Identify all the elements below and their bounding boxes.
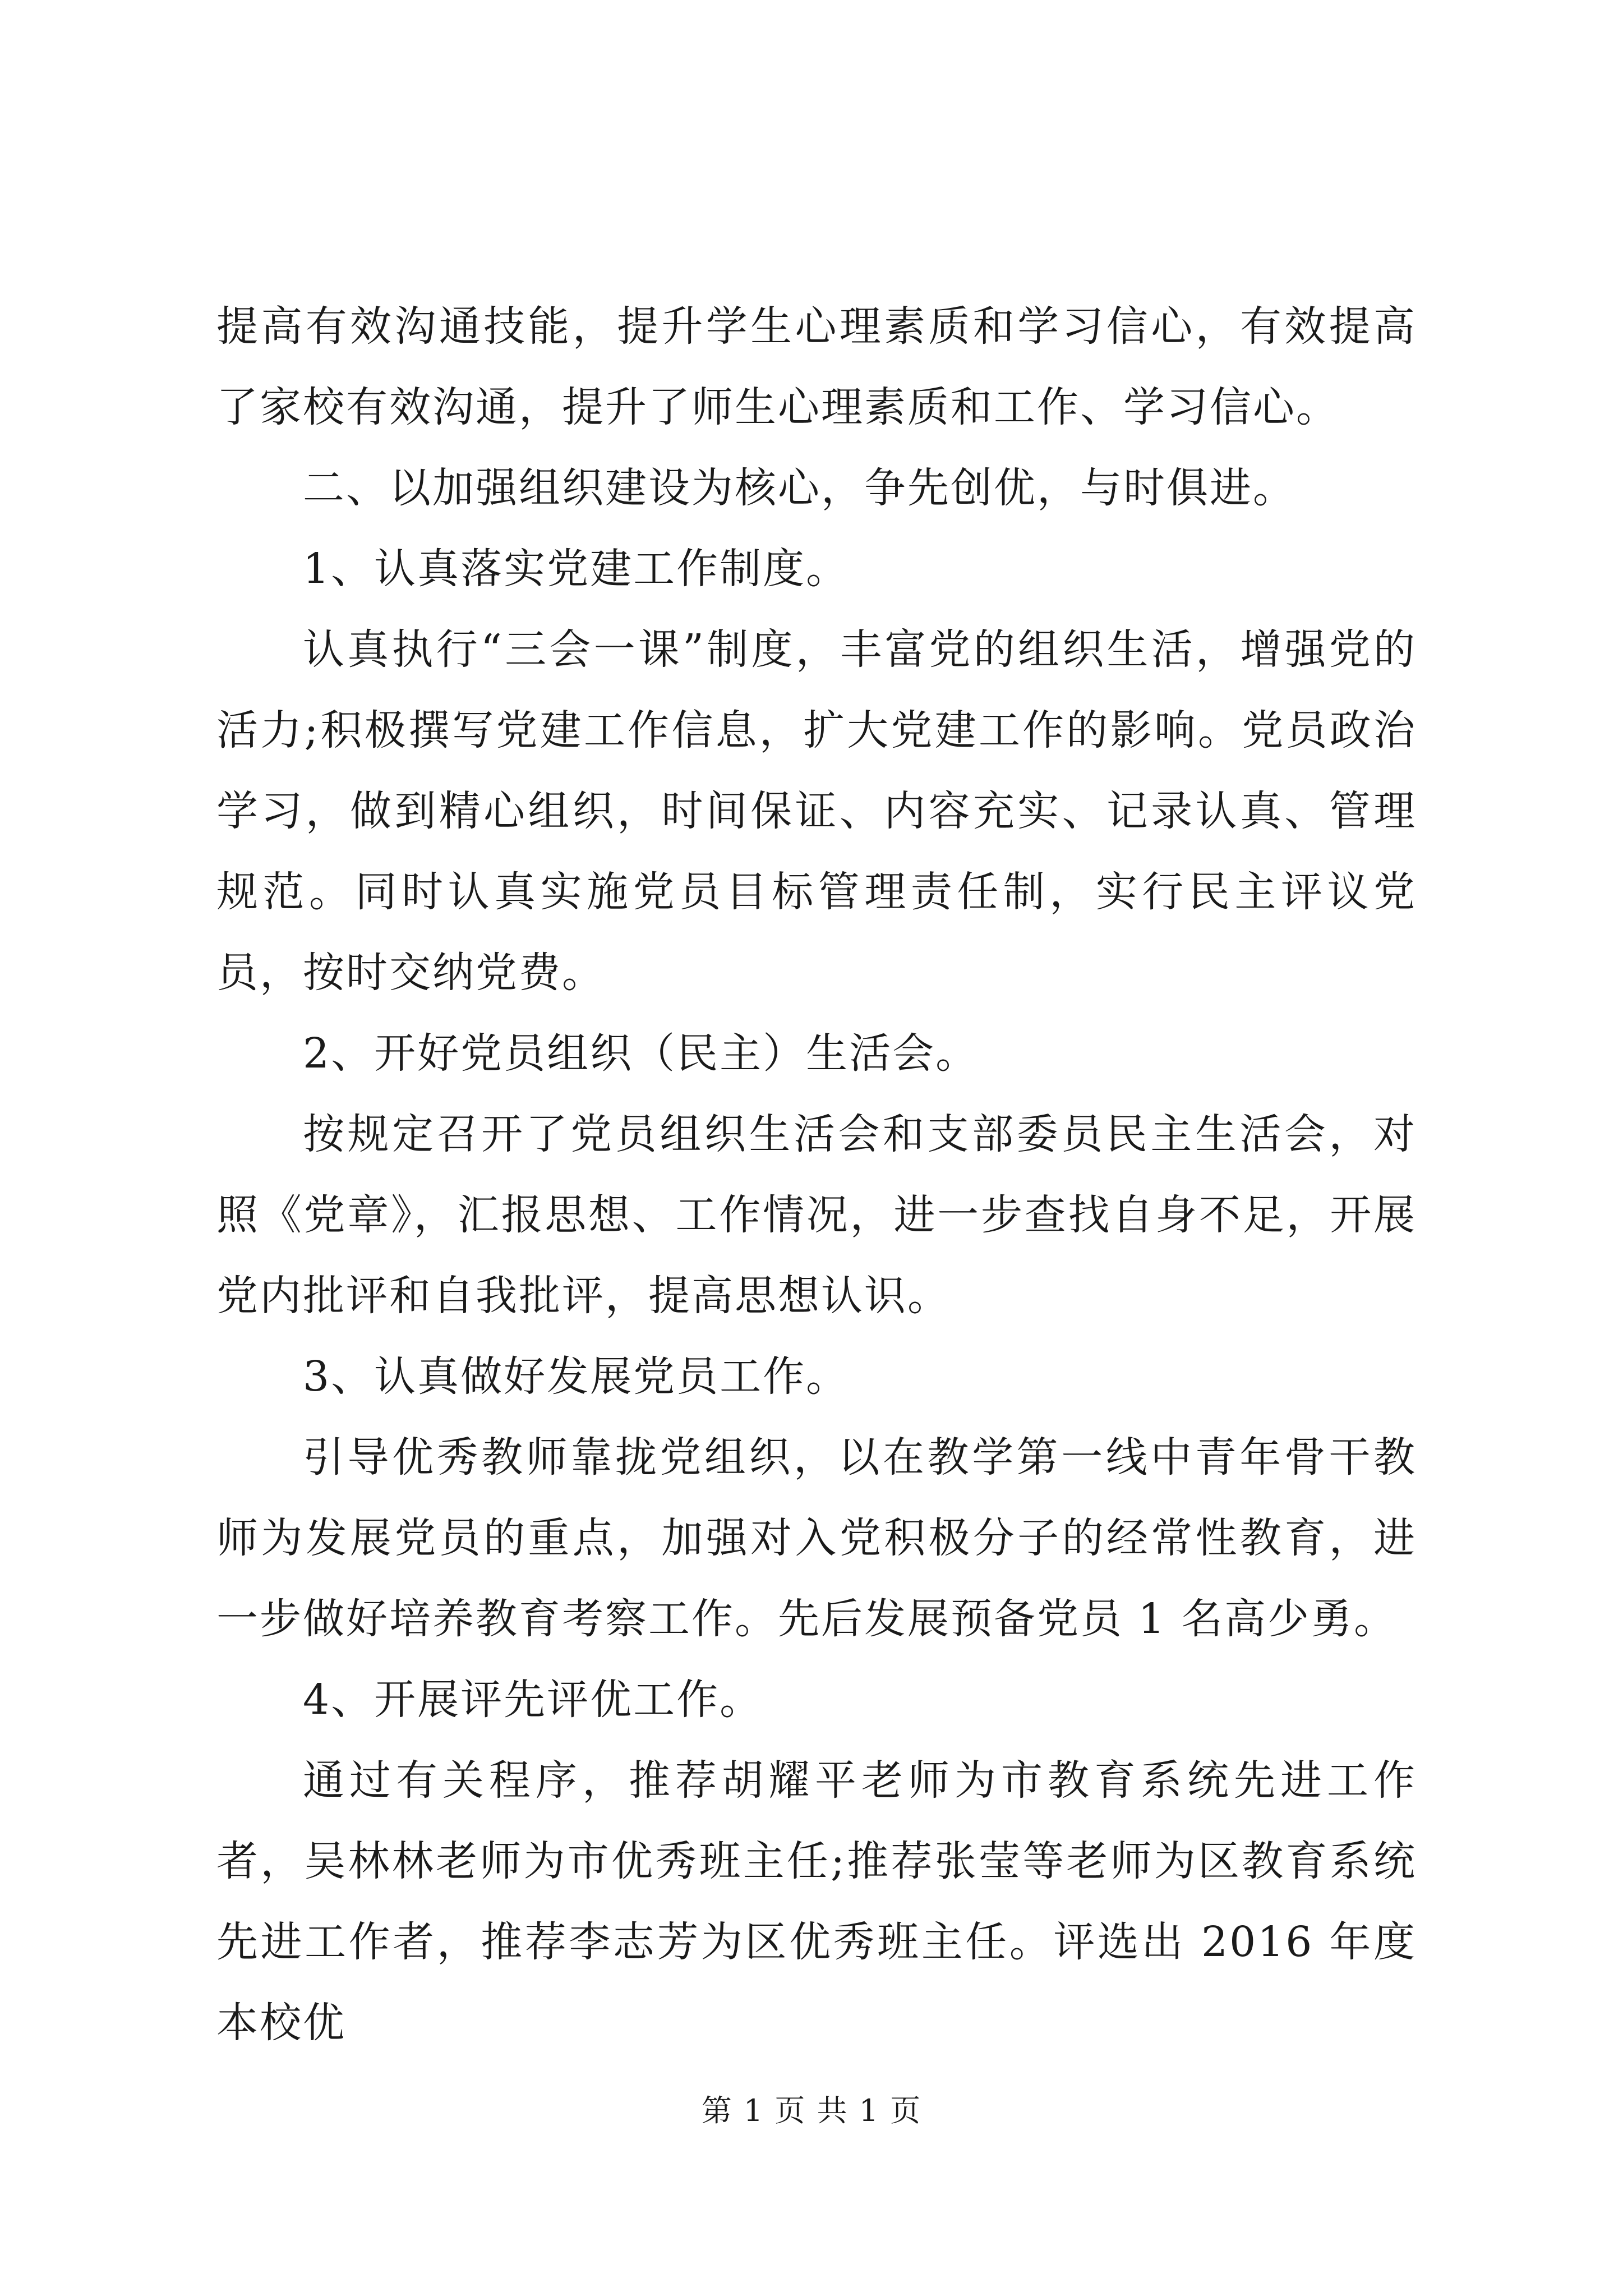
subheading-2: 2、开好党员组织（民主）生活会。	[303, 1029, 979, 1078]
page-footer	[0, 2087, 1623, 2130]
page-number-label: 第 1 页 共 1 页	[701, 2093, 922, 2128]
subheading-3: 3、认真做好发展党员工作。	[303, 1352, 850, 1401]
paragraph-party-system: 认真执行“三会一课”制度，丰富党的组织生活，增强党的活力;积极撰写党建工作信息，扩大党建工作的影响。党员政治学习，做到精心组织，时间保证、内容充实、记录认真、管理规范。同时认真实施党员目标管理责任制，实行民主评议党员，按时交纳党费。	[216, 625, 1417, 997]
document-body	[216, 286, 1417, 2063]
subheading-4: 4、开展评先评优工作。	[303, 1676, 763, 1724]
paragraph-continuation: 提高有效沟通技能，提升学生心理素质和学习信心，有效提高了家校有效沟通，提升了师生心理素质和工作、学习信心。	[216, 302, 1417, 431]
section-heading-2: 二、以加强组织建设为核心，争先创优，与时俱进。	[303, 464, 1296, 512]
paragraph-life-meeting: 按规定召开了党员组织生活会和支部委员民主生活会，对照《党章》，汇报思想、工作情况，进一步查找自身不足，开展党内批评和自我批评，提高思想认识。	[216, 1110, 1417, 1320]
subheading-1: 1、认真落实党建工作制度。	[303, 545, 850, 593]
paragraph-awards: 通过有关程序，推荐胡耀平老师为市教育系统先进工作者，吴林林老师为市优秀班主任;推荐张莹等老师为区教育系统先进工作者，推荐李志芳为区优秀班主任。评选出 2016 年度本校优	[216, 1756, 1417, 2047]
paragraph-develop-members: 引导优秀教师靠拢党组织，以在教学第一线中青年骨干教师为发展党员的重点，加强对入党积极分子的经常性教育，进一步做好培养教育考察工作。先后发展预备党员 1 名高少勇。	[216, 1433, 1417, 1643]
